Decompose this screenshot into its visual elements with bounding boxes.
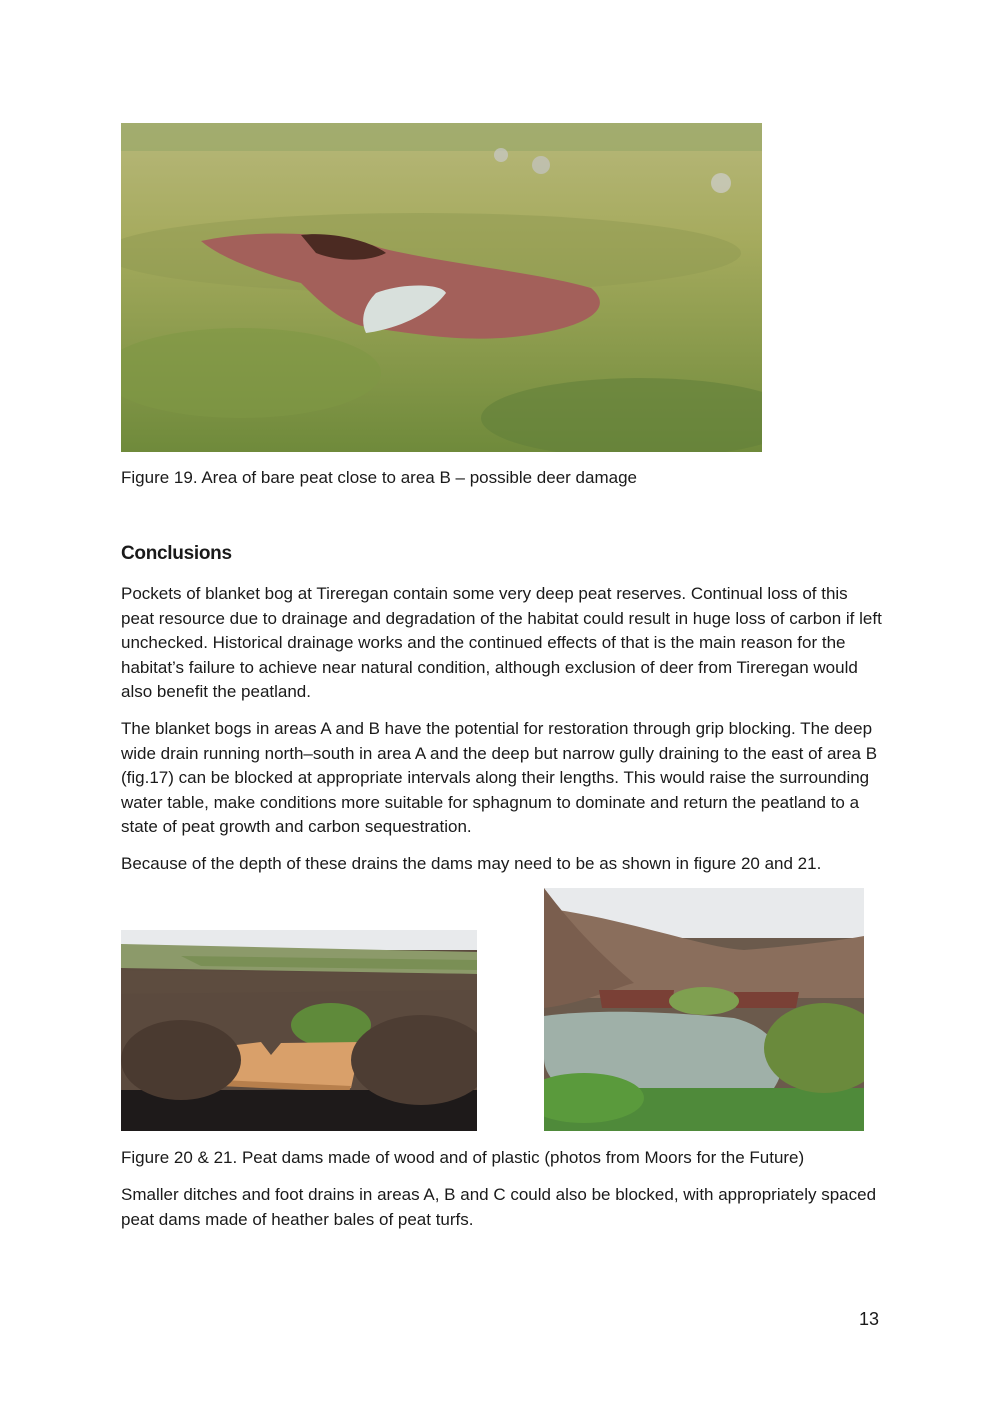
figure-20-21-caption: Figure 20 & 21. Peat dams made of wood and of plastic (photos from Moors for the Future): [121, 1148, 805, 1167]
figure-21-photo: [544, 888, 864, 1131]
conclusions-paragraph-4: Smaller ditches and foot drains in areas A, B and C could also be blocked, with appropriately spaced peat dams made of heather bales of peat turfs.: [121, 1185, 877, 1229]
figure-20-photo: [121, 930, 477, 1131]
page-number: 13: [858, 1309, 879, 1329]
conclusions-paragraph-2: The blanket bogs in areas A and B have the potential for restoration through grip blocking. The deep wide drain running north–south in area A and the deep but narrow gully draining to the east of area B (fig.17) can be blocked at appropriate intervals along their lengths. This would raise the surrounding water table, make conditions more suitable for sphagnum to dominate and return the peatland to a state of peat growth and carbon sequestration.: [121, 719, 878, 836]
conclusions-paragraph-1: Pockets of blanket bog at Tireregan contain some very deep peat reserves. Continual loss of this peat resource due to drainage and degradation of the habitat could result in huge loss of carbon if left unchecked. Historical drainage works and the continued effects of that is the main reason for the habitat’s failure to achieve near natural condition, although exclusion of deer from Tireregan would also benefit the peatland.: [121, 584, 882, 701]
conclusions-heading: Conclusions: [121, 543, 232, 564]
figure-19-caption: Figure 19. Area of bare peat close to area B – possible deer damage: [121, 468, 637, 487]
figure-19-photo: [121, 123, 762, 452]
conclusions-paragraph-3: Because of the depth of these drains the dams may need to be as shown in figure 20 and 21.: [121, 854, 822, 873]
